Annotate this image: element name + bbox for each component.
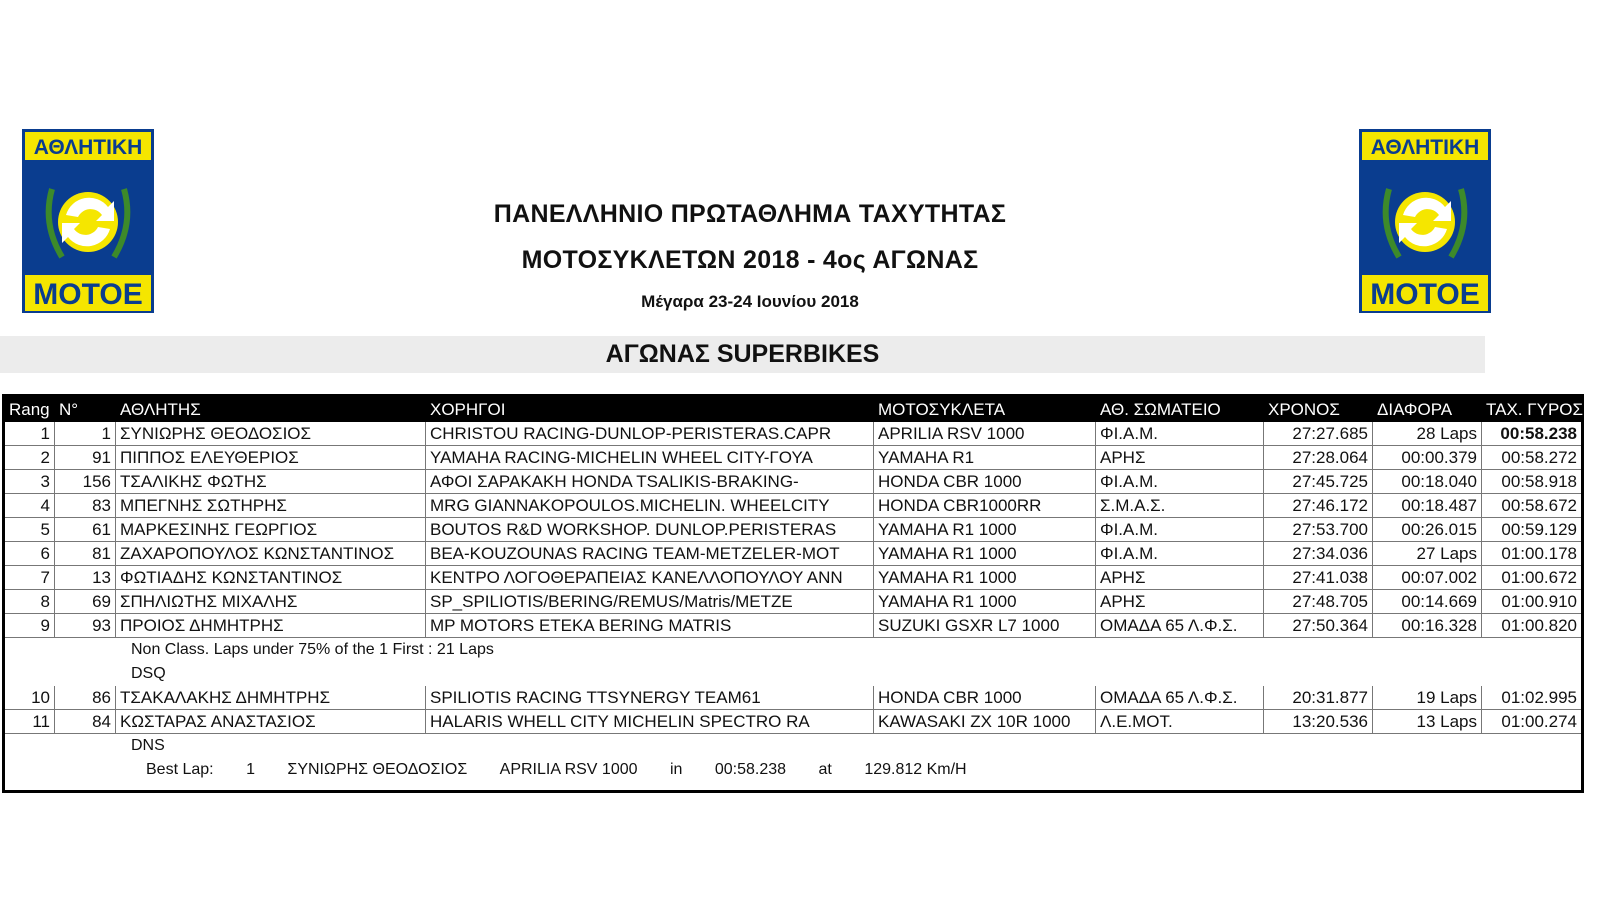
logo-bottom-text: ΜΟΤΟΕ	[1370, 278, 1480, 311]
number-cell: 91	[55, 446, 116, 469]
sponsors-cell: SP_SPILIOTIS/BERING/REMUS/Matris/METZE	[426, 590, 874, 613]
difference-cell: 00:14.669	[1373, 590, 1482, 613]
fastest-lap-cell: 01:00.672	[1501, 568, 1577, 587]
rider-cell: ΚΩΣΤΑΡΑΣ ΑΝΑΣΤΑΣΙΟΣ	[116, 710, 426, 733]
best-lap-bike: APRILIA RSV 1000	[499, 761, 638, 778]
table-row	[5, 494, 1581, 518]
championship-title-line1: ΠΑΝΕΛΛΗΝΙΟ ΠΡΩΤΑΘΛΗΜΑ ΤΑΧΥΤΗΤΑΣ	[493, 200, 1007, 228]
rider-cell: ΤΣΑΛΙΚΗΣ ΦΩΤΗΣ	[116, 470, 426, 493]
rank-cell: 2	[5, 446, 55, 469]
rider-cell: ΖΑΧΑΡΟΠΟΥΛΟΣ ΚΩΝΣΤΑΝΤΙΝΟΣ	[116, 542, 426, 565]
event-date-location: Μέγαρα 23-24 Ιουνίου 2018	[641, 292, 859, 311]
number-cell: 83	[55, 494, 116, 517]
rank-cell: 1	[5, 422, 55, 445]
motorcycle-cell: YAMAHA R1 1000	[874, 518, 1096, 541]
motorcycle-cell: SUZUKI GSXR L7 1000	[874, 614, 1096, 637]
club-cell: ΦΙ.Α.Μ.	[1096, 470, 1264, 493]
rank-cell: 8	[5, 590, 55, 613]
motorcycle-cell: YAMAHA R1	[874, 446, 1096, 469]
sponsors-cell: BOUTOS R&D WORKSHOP. DUNLOP.PERISTERAS	[426, 518, 874, 541]
table-row	[5, 422, 1581, 446]
classified-rows	[5, 422, 1581, 638]
best-lap-label: Best Lap:	[146, 761, 214, 778]
best-lap-line	[5, 758, 1581, 782]
time-cell: 20:31.877	[1264, 686, 1373, 709]
club-cell: ΦΙ.Α.Μ.	[1096, 422, 1264, 445]
table-row	[5, 446, 1581, 470]
best-lap-speed: 129.812 Km/H	[864, 761, 967, 778]
motorcycle-cell: HONDA CBR1000RR	[874, 494, 1096, 517]
sponsors-cell: MRG GIANNAKOPOULOS.MICHELIN. WHEELCITY	[426, 494, 874, 517]
column-header-number: N°	[59, 400, 79, 419]
number-cell: 1	[55, 422, 116, 445]
best-lap-at-label: at	[818, 761, 832, 778]
rider-cell: ΜΑΡΚΕΣΙΝΗΣ ΓΕΩΡΓΙΟΣ	[116, 518, 426, 541]
time-cell: 27:50.364	[1264, 614, 1373, 637]
rank-cell: 4	[5, 494, 55, 517]
difference-cell: 00:07.002	[1373, 566, 1482, 589]
sponsors-cell: MP MOTORS ETEKA BERING MATRIS	[426, 614, 874, 637]
table-row	[5, 470, 1581, 494]
club-cell: Σ.Μ.Α.Σ.	[1096, 494, 1264, 517]
best-lap-number: 1	[246, 761, 255, 778]
fastest-lap-cell: 00:58.238	[1500, 424, 1577, 443]
difference-cell: 00:16.328	[1373, 614, 1482, 637]
fastest-lap-cell: 00:58.672	[1501, 496, 1577, 515]
column-header-time: ΧΡΟΝΟΣ	[1268, 400, 1340, 419]
table-row	[5, 590, 1581, 614]
motorcycle-cell: YAMAHA R1 1000	[874, 542, 1096, 565]
rank-cell: 6	[5, 542, 55, 565]
time-cell: 27:48.705	[1264, 590, 1373, 613]
sponsors-cell: HALARIS WHELL CITY MICHELIN SPECTRO RA	[426, 710, 874, 733]
column-header-rank: Rang	[9, 400, 50, 419]
column-header-fastest-lap: ΤΑΧ. ΓΥΡΟΣ	[1486, 400, 1584, 419]
motorcycle-cell: YAMAHA R1 1000	[874, 566, 1096, 589]
number-cell: 86	[55, 686, 116, 709]
rider-cell: ΦΩΤΙΑΔΗΣ ΚΩΝΣΤΑΝΤΙΝΟΣ	[116, 566, 426, 589]
best-lap-time: 00:58.238	[714, 761, 787, 778]
table-header	[5, 397, 1584, 422]
non-classified-rows	[5, 686, 1581, 734]
sponsors-cell: ΚΕΝΤΡΟ ΛΟΓΟΘΕΡΑΠΕΙΑΣ ΚΑΝΕΛΛΟΠΟΥΛΟΥ ΑΝΝ	[426, 566, 874, 589]
table-row	[5, 518, 1581, 542]
rank-cell: 7	[5, 566, 55, 589]
number-cell: 81	[55, 542, 116, 565]
fastest-lap-cell: 01:00.910	[1501, 592, 1577, 611]
difference-cell: 00:18.040	[1373, 470, 1482, 493]
time-cell: 13:20.536	[1264, 710, 1373, 733]
club-cell: ΑΡΗΣ	[1096, 446, 1264, 469]
motorcycle-cell: YAMAHA R1 1000	[874, 590, 1096, 613]
difference-cell: 19 Laps	[1373, 686, 1482, 709]
club-cell: ΟΜΑΔΑ 65 Λ.Φ.Σ.	[1096, 614, 1264, 637]
championship-title-line2: ΜΟΤΟΣΥΚΛΕΤΩΝ 2018 - 4ος ΑΓΩΝΑΣ	[521, 246, 979, 274]
club-cell: ΦΙ.Α.Μ.	[1096, 542, 1264, 565]
difference-cell: 00:26.015	[1373, 518, 1482, 541]
fastest-lap-cell: 00:58.272	[1501, 448, 1577, 467]
number-cell: 69	[55, 590, 116, 613]
rank-cell: 10	[5, 686, 55, 709]
race-title: ΑΓΩΝΑΣ SUPERBIKES	[0, 336, 1485, 373]
non-classified-note: Non Class. Laps under 75% of the 1 First : 21 Laps	[131, 641, 494, 658]
table-row	[5, 710, 1581, 734]
rider-cell: ΠΡΟΙΟΣ ΔΗΜΗΤΡΗΣ	[116, 614, 426, 637]
club-cell: ΑΡΗΣ	[1096, 590, 1264, 613]
rank-cell: 3	[5, 470, 55, 493]
column-header-rider: ΑΘΛΗΤΗΣ	[120, 400, 201, 419]
best-lap-in-label: in	[669, 761, 683, 778]
table-row	[5, 542, 1581, 566]
rider-cell: ΣΥΝΙΩΡΗΣ ΘΕΟΔΟΣΙΟΣ	[116, 422, 426, 445]
number-cell: 61	[55, 518, 116, 541]
club-cell: ΑΡΗΣ	[1096, 566, 1264, 589]
difference-cell: 00:18.487	[1373, 494, 1482, 517]
number-cell: 156	[55, 470, 116, 493]
time-cell: 27:45.725	[1264, 470, 1373, 493]
fastest-lap-cell: 00:59.129	[1501, 520, 1577, 539]
motorcycle-cell: HONDA CBR 1000	[874, 686, 1096, 709]
sponsors-cell: YAMAHA RACING-MICHELIN WHEEL CITY-ΓΟΥΑ	[426, 446, 874, 469]
fastest-lap-cell: 01:00.178	[1501, 544, 1577, 563]
number-cell: 13	[55, 566, 116, 589]
table-row	[5, 614, 1581, 638]
club-cell: Λ.Ε.ΜΟΤ.	[1096, 710, 1264, 733]
sponsors-cell: BEA-KOUZOUNAS RACING TEAM-METZELER-MOT	[426, 542, 874, 565]
column-header-motorcycle: ΜΟΤΟΣΥΚΛΕΤΑ	[878, 400, 1006, 419]
rider-cell: ΠΙΠΠΟΣ ΕΛΕΥΘΕΡΙΟΣ	[116, 446, 426, 469]
club-cell: ΦΙ.Α.Μ.	[1096, 518, 1264, 541]
sponsors-cell: SPILIOTIS RACING TTSYNERGY TEAM61	[426, 686, 874, 709]
table-row	[5, 686, 1581, 710]
difference-cell: 27 Laps	[1373, 542, 1482, 565]
difference-cell: 00:00.379	[1373, 446, 1482, 469]
number-cell: 84	[55, 710, 116, 733]
fastest-lap-cell: 01:00.274	[1501, 712, 1577, 731]
fastest-lap-cell: 01:02.995	[1501, 688, 1577, 707]
fastest-lap-cell: 00:58.918	[1501, 472, 1577, 491]
motoe-logo-icon	[22, 129, 154, 313]
logo-bottom-text: ΜΟΤΟΕ	[33, 278, 143, 311]
logo-top-text: ΑΘΛΗΤΙΚΗ	[1370, 136, 1480, 159]
column-header-difference: ΔΙΑΦΟΡΑ	[1377, 400, 1453, 419]
results-table	[2, 394, 1584, 793]
table-row	[5, 566, 1581, 590]
federation-logo-right	[1359, 129, 1491, 313]
rider-cell: ΜΠΕΓΝΗΣ ΣΩΤΗΡΗΣ	[116, 494, 426, 517]
rider-cell: ΣΠΗΛΙΩΤΗΣ ΜΙΧΑΛΗΣ	[116, 590, 426, 613]
column-header-sponsors: ΧΟΡΗΓΟΙ	[430, 400, 506, 419]
dns-label: DNS	[131, 737, 165, 754]
motorcycle-cell: HONDA CBR 1000	[874, 470, 1096, 493]
time-cell: 27:53.700	[1264, 518, 1373, 541]
motorcycle-cell: APRILIA RSV 1000	[874, 422, 1096, 445]
rank-cell: 9	[5, 614, 55, 637]
motorcycle-cell: KAWASAKI ZX 10R 1000	[874, 710, 1096, 733]
logo-top-text: ΑΘΛΗΤΙΚΗ	[33, 136, 143, 159]
difference-cell: 13 Laps	[1373, 710, 1482, 733]
fastest-lap-cell: 01:00.820	[1501, 616, 1577, 635]
number-cell: 93	[55, 614, 116, 637]
time-cell: 27:34.036	[1264, 542, 1373, 565]
rider-cell: ΤΣΑΚΑΛΑΚΗΣ ΔΗΜΗΤΡΗΣ	[116, 686, 426, 709]
best-lap-rider: ΣΥΝΙΩΡΗΣ ΘΕΟΔΟΣΙΟΣ	[287, 761, 468, 778]
motoe-logo-icon	[1359, 129, 1491, 313]
rank-cell: 11	[5, 710, 55, 733]
time-cell: 27:28.064	[1264, 446, 1373, 469]
dsq-label: DSQ	[131, 665, 166, 682]
difference-cell: 28 Laps	[1373, 422, 1482, 445]
rank-cell: 5	[5, 518, 55, 541]
sponsors-cell: ΑΦΟΙ ΣΑΡΑΚΑΚΗ HONDA TSALIKIS-BRAKING-	[426, 470, 874, 493]
column-header-club: ΑΘ. ΣΩΜΑΤΕΙΟ	[1100, 400, 1221, 419]
time-cell: 27:46.172	[1264, 494, 1373, 517]
sponsors-cell: CHRISTOU RACING-DUNLOP-PERISTERAS.CAPR	[426, 422, 874, 445]
time-cell: 27:41.038	[1264, 566, 1373, 589]
club-cell: ΟΜΑΔΑ 65 Λ.Φ.Σ.	[1096, 686, 1264, 709]
federation-logo-left	[22, 129, 154, 313]
time-cell: 27:27.685	[1264, 422, 1373, 445]
